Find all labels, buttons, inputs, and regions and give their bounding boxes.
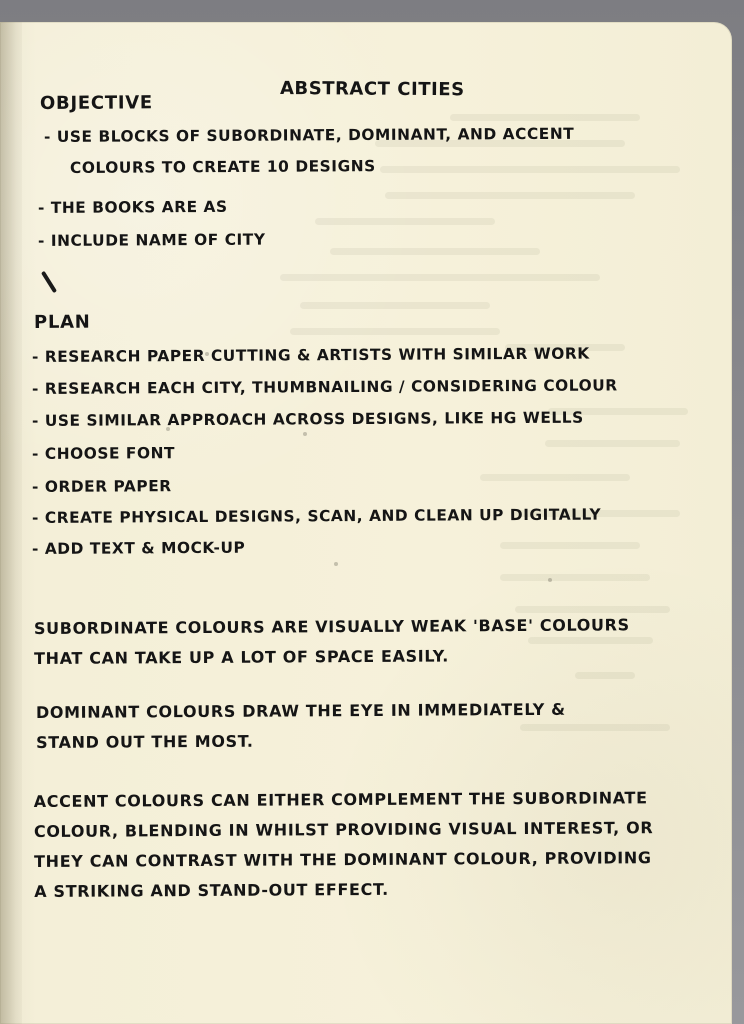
note-line: ACCENT COLOURS CAN EITHER COMPLEMENT THE SUBORDINATE (33, 788, 648, 812)
plan-item: - RESEARCH PAPER CUTTING & ARTISTS WITH SIMILAR WORK (31, 344, 590, 366)
subordinate-colours-note (34, 610, 630, 674)
page-binding-shadow (0, 22, 22, 1024)
paper-speck (334, 562, 338, 566)
plan-heading: PLAN (33, 311, 91, 333)
plan-item: - CHOOSE FONT (31, 444, 176, 463)
objective-line: - THE BOOKS ARE AS (37, 197, 228, 217)
objective-line: - INCLUDE NAME OF CITY (37, 230, 266, 250)
dominant-colours-note (36, 695, 566, 758)
paper-speck (548, 578, 552, 582)
paper-speck (303, 432, 307, 436)
notebook-page (0, 22, 732, 1024)
plan-item: - ORDER PAPER (31, 477, 172, 496)
objective-line: - USE BLOCKS OF SUBORDINATE, DOMINANT, AND ACCENT (43, 124, 575, 146)
page-title: ABSTRACT CITIES (279, 78, 465, 101)
note-line: STAND OUT THE MOST. (36, 731, 254, 753)
plan-item: - CREATE PHYSICAL DESIGNS, SCAN, AND CLEAN UP DIGITALLY (31, 505, 602, 527)
plan-item: - ADD TEXT & MOCK-UP (31, 538, 246, 558)
note-line: THEY CAN CONTRAST WITH THE DOMINANT COLOUR, PROVIDING (34, 848, 652, 872)
pen-mark (41, 271, 57, 293)
objective-heading: OBJECTIVE (39, 92, 153, 114)
plan-item: - RESEARCH EACH CITY, THUMBNAILING / CONSIDERING COLOUR (31, 376, 618, 398)
note-line: THAT CAN TAKE UP A LOT OF SPACE EASILY. (34, 646, 450, 669)
note-line: A STRIKING AND STAND-OUT EFFECT. (34, 880, 389, 902)
note-line: DOMINANT COLOURS DRAW THE EYE IN IMMEDIATELY & (35, 699, 566, 723)
objective-line: COLOURS TO CREATE 10 DESIGNS (69, 157, 376, 177)
note-line: COLOUR, BLENDING IN WHILST PROVIDING VISUAL INTEREST, OR (33, 818, 654, 842)
accent-colours-note (34, 783, 654, 907)
plan-item: - USE SIMILAR APPROACH ACROSS DESIGNS, LIKE HG WELLS (31, 408, 584, 430)
note-line: SUBORDINATE COLOURS ARE VISUALLY WEAK 'BASE' COLOURS (33, 615, 630, 639)
